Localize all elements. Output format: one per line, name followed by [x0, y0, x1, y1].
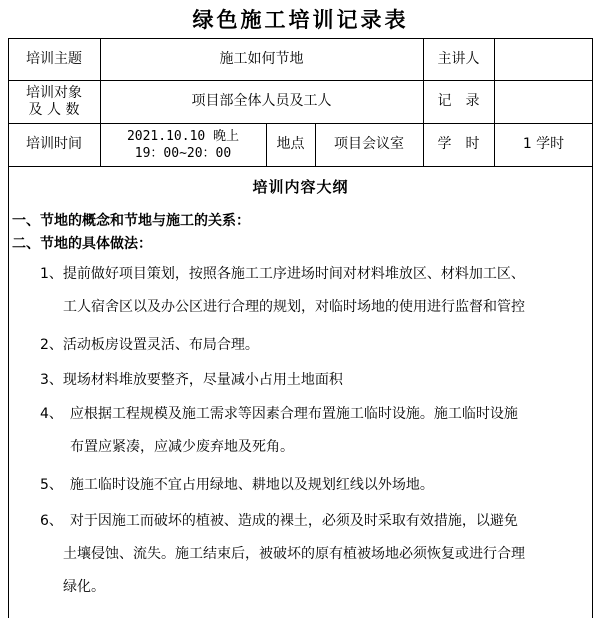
speaker-value [494, 38, 593, 80]
time-label: 培训时间 [26, 136, 82, 152]
recorder-value [494, 80, 593, 123]
audience-label-line1: 培训对象 [26, 84, 82, 101]
audience-label-line2: 及 人 数 [28, 101, 80, 118]
topic-label: 培训主题 [26, 50, 82, 67]
hours-label: 学 时 [437, 136, 480, 152]
time-value [100, 123, 266, 166]
section-heading-1: 一、节地的概念和节地与施工的关系： [12, 213, 250, 229]
place-value: 项目会议室 [334, 136, 404, 152]
audience-value: 项目部全体人员及工人 [191, 93, 332, 109]
item-1-line-2: 工人宿舍区以及办公区进行合理的规划，对临时场地的使用进行监督和管控 [63, 299, 525, 315]
outline-title: 培训内容大纲 [252, 178, 349, 196]
time-value-date: 2021.10.10 晚上 [126, 128, 240, 144]
item-6-line-3: 绿化。 [63, 579, 105, 595]
row-divider [8, 166, 593, 167]
item-1-line-1: 1、提前做好项目策划，按照各施工工序进场时间对材料堆放区、材料加工区、 [40, 266, 525, 282]
item-5: 5、 施工临时设施不宜占用绿地、耕地以及规划红线以外场地。 [40, 477, 434, 493]
recorder-label: 记 录 [437, 93, 480, 109]
item-4-line-1: 4、 应根据工程规模及施工需求等因素合理布置施工临时设施。施工临时设施 [40, 406, 518, 422]
hours-value: 1 学时 [522, 136, 565, 152]
time-value-range: 19：00~20：00 [134, 145, 232, 161]
item-6-line-2: 土壤侵蚀、流失。施工结束后，被破坏的原有植被场地必须恢复或进行合理 [63, 546, 525, 562]
audience-label [8, 80, 100, 123]
item-2: 2、活动板房设置灵活、布局合理。 [40, 337, 259, 353]
item-4-line-2: 布置应紧凑，应减少废弃地及死角。 [70, 439, 294, 455]
item-6-line-1: 6、 对于因施工而破坏的植被、造成的裸土，必须及时采取有效措施，以避免 [40, 513, 518, 529]
speaker-label: 主讲人 [437, 50, 480, 67]
document-title: 绿色施工培训记录表 [192, 7, 409, 32]
item-3: 3、现场材料堆放要整齐，尽量减小占用土地面积 [40, 372, 343, 388]
place-label: 地点 [276, 136, 305, 152]
topic-value: 施工如何节地 [219, 50, 304, 67]
section-heading-2: 二、节地的具体做法： [12, 236, 152, 252]
